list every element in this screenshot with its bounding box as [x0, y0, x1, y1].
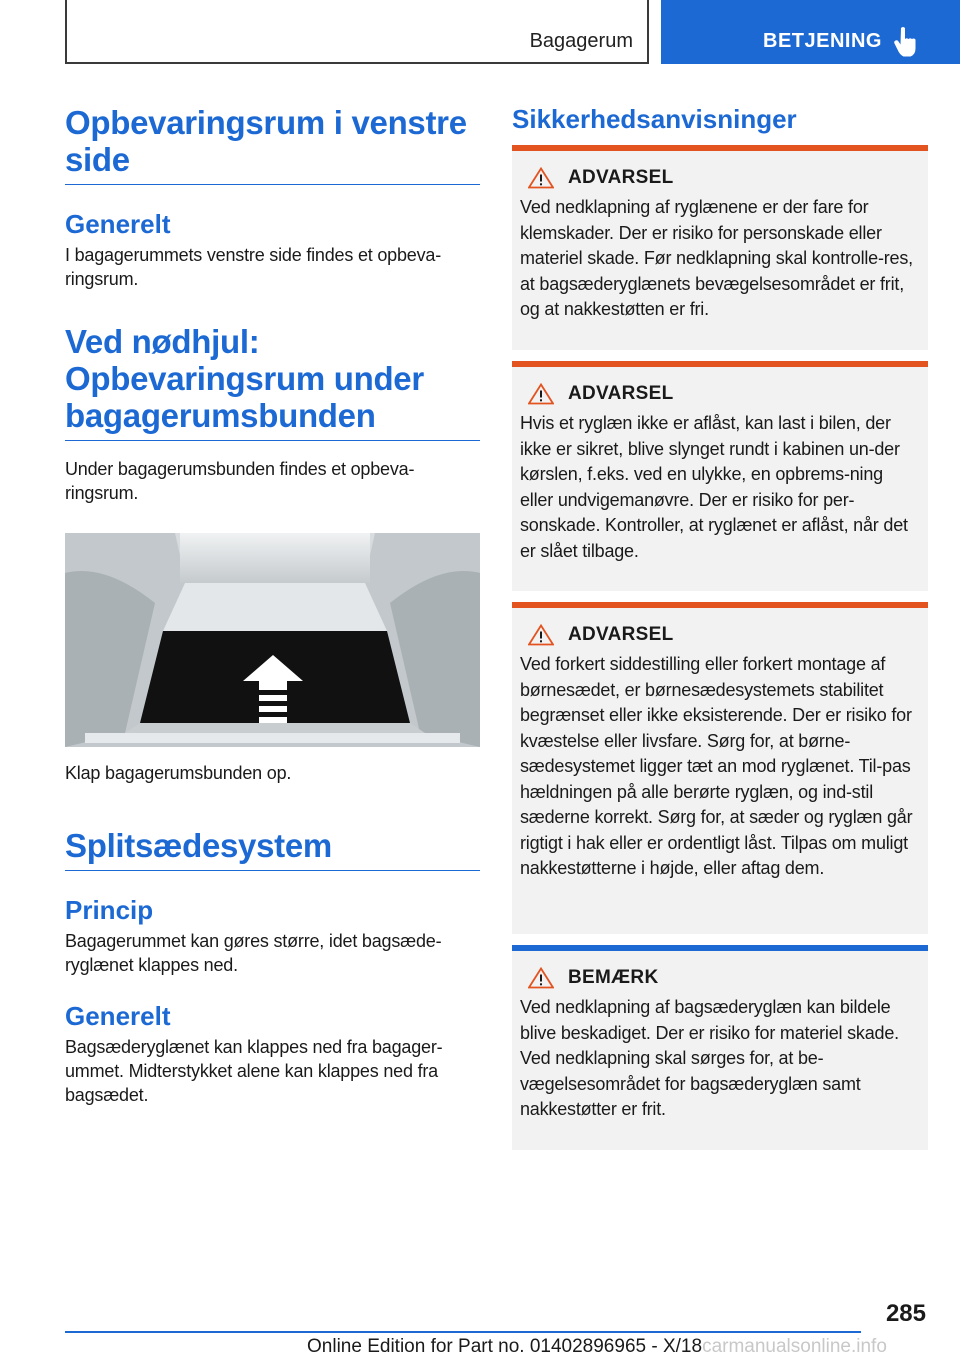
warning-bar	[512, 145, 928, 151]
warning-text: Ved forkert siddestilling eller forkert montage af børnesædet, er børnesædesystemets stabilitet begrænset eller ikke eksisterende. Der er risiko for kvæstelse eller livsfare. Sørg for, at børne‐sædesystemet ligger tæt an mod ryglænet. Til‐pas hældningen på alle berørte ryglæn, og ind‐stil sæderne korrekt. Sørg for, at sæder og ryglæn går rigtigt i hak eller er ordentligt låst. Tilpas om muligt nakkestøtterne i højde, eller aftag dem.	[520, 654, 913, 878]
heading-generelt-2: Generelt	[65, 1001, 171, 1031]
left-column	[65, 104, 480, 1107]
heading-spare-wheel	[65, 323, 480, 441]
paragraph-spare-wheel: Under bagagerumsbunden findes et opbeva‐ringsrum.	[65, 459, 415, 503]
warning-triangle-icon	[528, 383, 554, 405]
warning-title: ADVARSEL	[568, 624, 674, 645]
warning-triangle-icon	[528, 624, 554, 646]
warning-title: ADVARSEL	[568, 167, 674, 188]
heading-spare-line-3: bagagerumsbunden	[65, 397, 376, 434]
notice-bar	[512, 945, 928, 951]
chapter-label: BETJENING	[763, 30, 882, 52]
section-label: Bagagerum	[529, 30, 633, 52]
heading-storage-left: Opbevaringsrum i venstre side	[65, 104, 480, 185]
warning-title: ADVARSEL	[568, 383, 674, 404]
right-column	[512, 104, 928, 1119]
heading-princip: Princip	[65, 895, 154, 925]
page-number: 285	[885, 1300, 926, 1327]
paragraph-storage-left: I bagagerummets venstre side findes et opbeva‐ringsrum.	[65, 245, 442, 289]
warning-text: Hvis et ryglæn ikke er aflåst, kan last i bilen, der ikke er sikret, blive slynget rundt i kabinen un‐der kørslen, f.eks. ved en ulykke, en opbrems‐ning eller undvigemanøvre. Der er risiko for per‐sonskade. Kontroller, at ryglænet er aflåst, når det er slået tilbage.	[520, 413, 908, 561]
heading-generelt: Generelt	[65, 209, 171, 239]
heading-spare-line-1: Ved nødhjul:	[65, 323, 260, 360]
heading-split-seat: Splitsædesystem	[65, 827, 480, 871]
warning-triangle-icon	[528, 167, 554, 189]
paragraph-generelt-2: Bagsæderyglænet kan klappes ned fra bagager‐ummet. Midterstykket alene kan klappes ned fra bagsædet.	[65, 1037, 443, 1105]
notice-text: Ved nedklapning af bagsæderyglæn kan bildele blive beskadiget. Der er risiko for materiel skade. Ved nedklapning skal sørges for, at be‐vægelsesområdet for bagsæderyglæn samt nakkestøtter er frit.	[520, 997, 899, 1119]
heading-spare-line-2: Opbevaringsrum under	[65, 360, 424, 397]
footer-edition	[307, 1336, 887, 1358]
warning-bar	[512, 361, 928, 367]
photo-caption: Klap bagagerumsbunden op.	[65, 763, 292, 783]
watermark-text: carmanualsonline.info	[702, 1336, 887, 1357]
header-section-box	[65, 0, 649, 64]
warning-bar	[512, 602, 928, 608]
warning-text: Ved nedklapning af ryglænene er der fare for klemskader. Der er risiko for personskade eller materiel skade. Før nedklapning skal kontrolle‐res, at bagsæderyglænets bevægelsesområdet er frit, og at nakkestøtten er fri.	[520, 197, 913, 319]
trunk-floor-photo	[65, 533, 480, 747]
warning-box-3	[512, 602, 928, 934]
warning-box-1	[512, 145, 928, 350]
paragraph-princip: Bagagerummet kan gøres større, idet bagsæde‐ryglænet klappes ned.	[65, 931, 442, 975]
edition-text: Online Edition for Part no. 01402896965 - X/18	[307, 1336, 703, 1357]
safety-heading: Sikkerhedsanvisninger	[512, 104, 797, 134]
chapter-tab	[661, 0, 960, 64]
notice-box	[512, 945, 928, 1150]
notice-triangle-icon	[528, 967, 554, 989]
notice-title: BEMÆRK	[568, 967, 659, 988]
warning-box-2	[512, 361, 928, 591]
pointing-hand-icon	[893, 26, 919, 58]
footer-divider	[65, 1331, 861, 1333]
